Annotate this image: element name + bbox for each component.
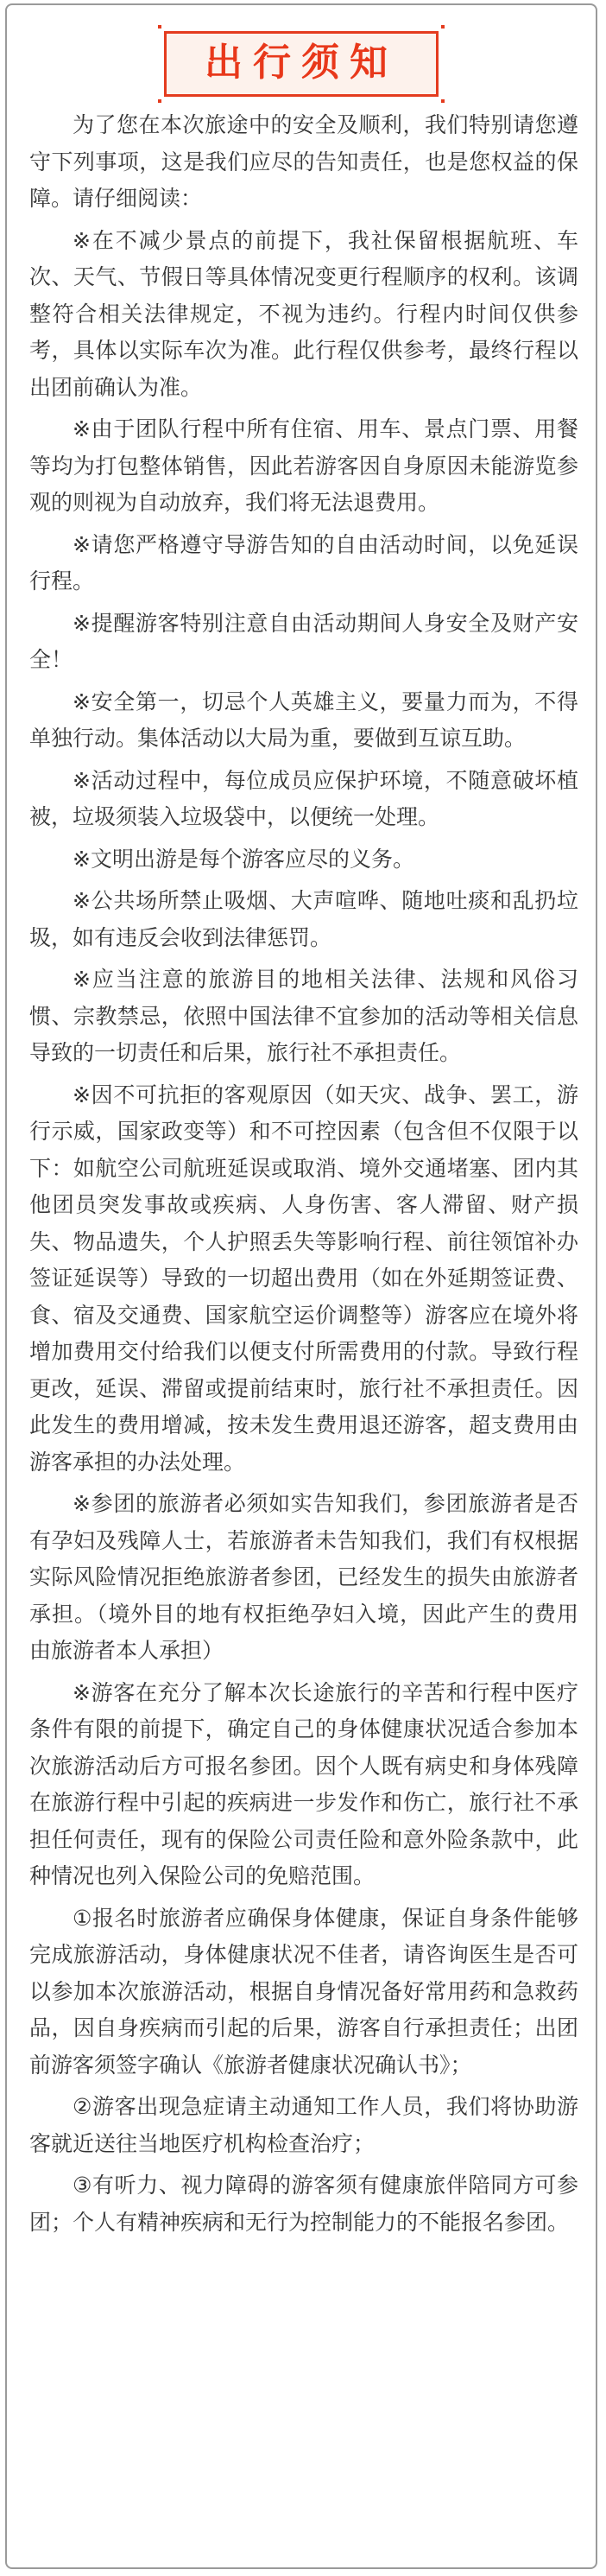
paragraph-health-condition: ※游客在充分了解本次长途旅行的辛苦和行程中医疗条件有限的前提下，确定自己的身体健康状况适合参加本次旅游活动后方可报名参团。因个人既有病史和身体残障在旅游行程中引起的疾病进一步发作和伤亡，旅行社不承担任何责任，现有的保险公司责任险和意外险条款中，此种情况也列入保险公司的免赔范围。 (29, 1679, 578, 1888)
corner-dot-icon (441, 99, 445, 103)
paragraph-environment: ※活动过程中，每位成员应保护环境，不随意破坏植被，垃圾须装入垃圾袋中，以便统一处理。 (29, 767, 578, 829)
paragraph-free-time: ※请您严格遵守导游告知的自由活动时间，以免延误行程。 (29, 531, 578, 593)
paragraph-civilized-travel: ※文明出游是每个游客应尽的义务。 (73, 846, 414, 872)
paragraph-force-majeure: ※因不可抗拒的客观原因（如天灾、战争、罢工，游行示威，国家政变等）和不可控因素（包含但不仅限于以下：如航空公司航班延误或取消、境外交通堵塞、团内其他团员突发事故或疾病、人身伤害、客人滞留、财产损失、物品遗失，个人护照丢失等影响行程、前往领馆补办签证延误等）导致的一切超出费用（如在外延期签证费、食、宿及交通费、国家航空运价调整等）游客应在境外将增加费用交付给我们以便支付所需费用的付款。导致行程更改，延误、滞留或提前结束时，旅行社不承担责任。因此发生的费用增减，按未发生费用退还游客，超支费用由游客承担的办法处理。 (29, 1082, 578, 1475)
corner-dot-icon (158, 99, 161, 103)
title-box (164, 31, 439, 97)
paragraph-itinerary-change: ※在不减少景点的前提下，我社保留根据航班、车次、天气、节假日等具体情况变更行程顺序的权利。该调整符合相关法律规定，不视为违约。行程内时间仅供参考，具体以实际车次为准。此行程仅供参考，最终行程以出团前确认为准。 (29, 227, 578, 400)
paragraph-public-places: ※公共场所禁止吸烟、大声喧哗、随地吐痰和乱扔垃圾，如有违反会收到法律惩罚。 (29, 888, 578, 950)
paragraph-package-sale: ※由于团队行程中所有住宿、用车、景点门票、用餐等均为打包整体销售，因此若游客因自身原因未能游览参观的则视为自动放弃，我们将无法退费用。 (29, 416, 578, 515)
paragraph-health-item-3: ③有听力、视力障碍的游客须有健康旅伴陪同方可参团；个人有精神疾病和无行为控制能力的不能报名参团。 (29, 2173, 578, 2235)
paragraph-health-item-2: ②游客出现急症请主动通知工作人员，我们将协助游客就近送往当地医疗机构检查治疗； (29, 2094, 578, 2156)
corner-dot-icon (158, 25, 161, 29)
notice-card (5, 3, 597, 2569)
paragraph-health-item-1: ①报名时旅游者应确保身体健康，保证自身条件能够完成旅游活动，身体健康状况不佳者，请咨询医生是否可以参加本次旅游活动，根据自身情况备好常用药和急救药品，因自身疾病而引起的后果，游客自行承担责任；出团前游客须签字确认《旅游者健康状况确认书》； (29, 1905, 578, 2078)
paragraph-personal-safety: ※提醒游客特别注意自由活动期间人身安全及财产安全！ (29, 610, 578, 672)
paragraph-local-laws: ※应当注意的旅游目的地相关法律、法规和风俗习惯、宗教禁忌，依照中国法律不宜参加的活动等相关信息导致的一切责任和后果，旅行社不承担责任。 (29, 967, 578, 1065)
page-title: 出行须知 (205, 41, 398, 85)
paragraph-safety-first: ※安全第一，切忌个人英雄主义，要量力而为，不得单独行动。集体活动以大局为重，要做到互谅互助。 (29, 688, 578, 751)
title-wrap (7, 31, 596, 97)
corner-dot-icon (441, 25, 445, 29)
paragraph-pregnancy-disability: ※参团的旅游者必须如实告知我们，参团旅游者是否有孕妇及残障人士，若旅游者未告知我们，我们有权根据实际风险情况拒绝旅游者参团，已经发生的损失由旅游者承担。（境外目的地有权拒绝孕妇入境，因此产生的费用由旅游者本人承担） (29, 1491, 578, 1663)
notice-body (29, 107, 578, 2246)
paragraph-intro: 为了您在本次旅途中的安全及顺利，我们特别请您遵守下列事项，这是我们应尽的告知责任，也是您权益的保障。请仔细阅读： (29, 112, 578, 211)
